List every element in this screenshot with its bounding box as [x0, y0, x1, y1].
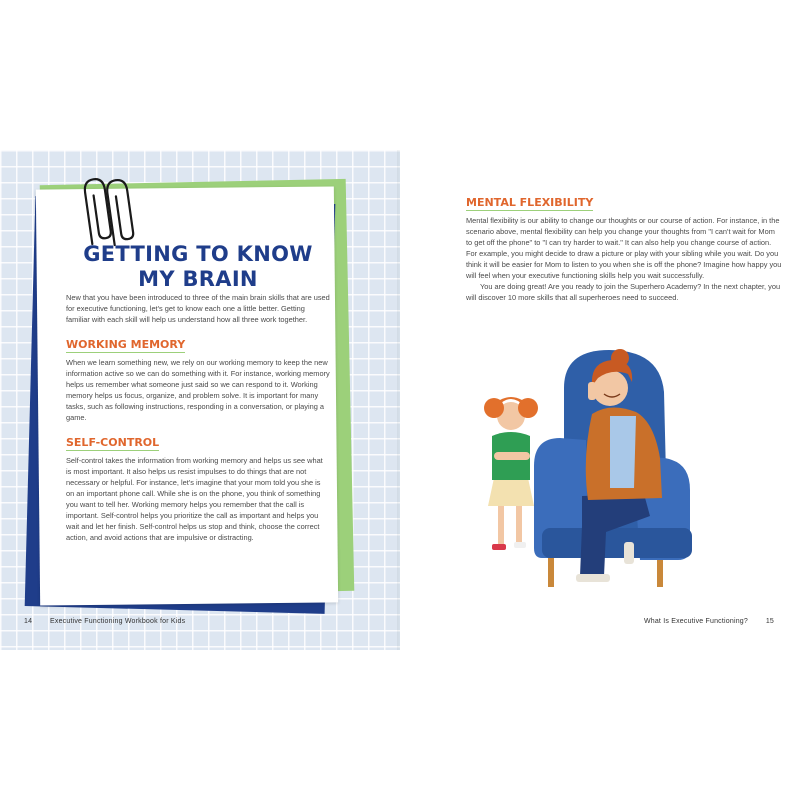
left-card-content: [66, 242, 330, 543]
right-text-block: [466, 193, 782, 303]
right-page: [400, 150, 800, 650]
page-number-left: 14: [24, 618, 33, 625]
closing-paragraph: You are doing great! Are you ready to join the Superhero Academy? In the next chapter, you will discover 10 more skills that all superheroes need to succeed.: [466, 282, 781, 302]
working-memory-section: [66, 335, 330, 423]
self-control-section: [66, 433, 330, 543]
title-line-1: GETTING TO KNOW: [83, 242, 313, 266]
page-title: [66, 242, 330, 292]
title-line-2: MY BRAIN: [138, 267, 258, 291]
left-page: [0, 150, 400, 650]
mental-flexibility-paragraph: Mental flexibility is our ability to change our thoughts or our course of action. For instance, in the scenario above, mental flexibility can help you change your thoughts from "I can't wait for Mom to get off the phone" to "I can try harder to wait." It can also help you change course of action. For example, you might decide to draw a picture or play with your sibling while you wait. Do you think it will be easier for Mom to listen to you when she is off the phone? Imagine how happy you will feel when your executive functioning skills help you wait successfully.: [466, 216, 782, 280]
intro-paragraph: New that you have been introduced to three of the main brain skills that are used for executive functioning, let's get to know each one a little better. Getting familiar with each skill will help us understand how all three work together.: [66, 293, 330, 324]
self-control-heading: SELF-CONTROL: [66, 436, 160, 449]
book-spread: [0, 150, 800, 650]
running-head-right: What Is Executive Functioning?: [643, 618, 748, 625]
self-control-body: Self-control takes the information from working memory and helps us see what is most important. It also helps us resist impulses to do things that are not necessary or helpful. For instance, let's imagine that your mom told you she is on an important phone call. While she is on the phone, you think of something you want to tell her. Working memory helps you remember that the call is important. Self-control helps you prioritize the call as important and helps you wait and let her finish. Self-control helps us stop and think, choose the correct action, and avoid actions that are impulsive or distracting.: [66, 456, 323, 542]
mental-flexibility-heading: MENTAL FLEXIBILITY: [466, 196, 594, 209]
working-memory-body: When we learn something new, we rely on our working memory to keep the new information active so we can do something with it. For instance, working memory helps us remember what someone just said so we can respond to it. Working memory helps us focus, organize, and problem solve. It is important for many tasks, such as following instructions, responding in a conversation, or playing a game.: [66, 358, 330, 422]
mom-and-child-illustration: [484, 348, 696, 594]
working-memory-heading: WORKING MEMORY: [66, 338, 186, 351]
page-number-right: 15: [765, 618, 774, 625]
running-head-left: Executive Functioning Workbook for Kids: [50, 618, 186, 625]
